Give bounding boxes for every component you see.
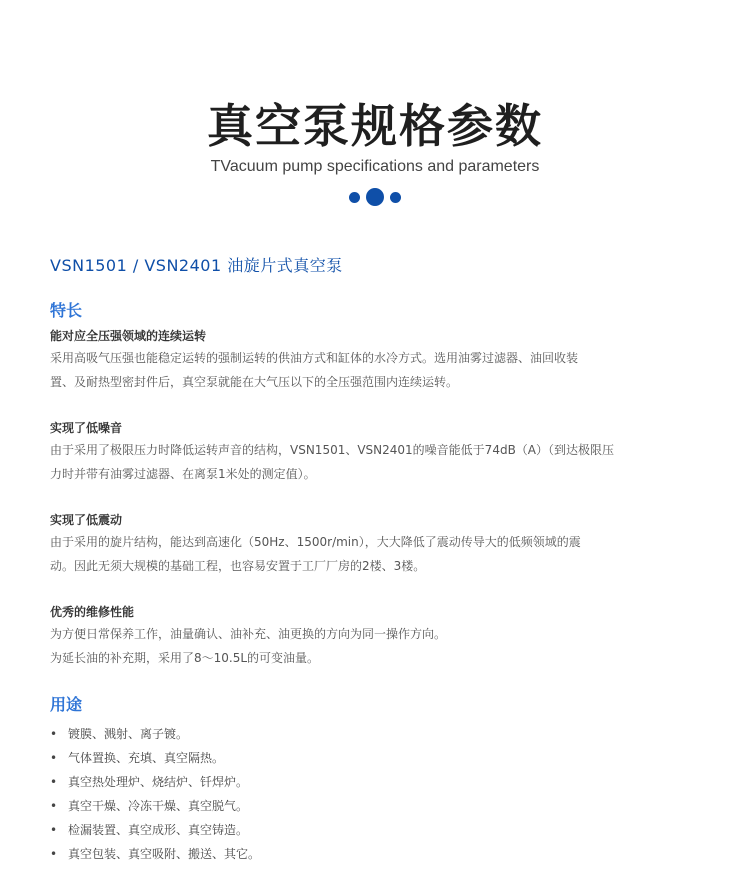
list-item — [50, 746, 650, 770]
uses-section — [50, 694, 650, 866]
use-text: 真空包装、真空吸附、搬送、其它。 — [68, 847, 261, 861]
bullet-icon: • — [50, 775, 58, 789]
feature-title: 实现了低震动 — [50, 513, 123, 527]
page-title: 真空泵规格参数 — [207, 99, 543, 153]
uses-section-title: 用途 — [50, 695, 83, 714]
bullet-icon: • — [50, 751, 58, 765]
features-section-title: 特长 — [50, 301, 83, 320]
feature-item — [50, 418, 650, 486]
decorative-dots — [0, 186, 750, 208]
list-item — [50, 842, 650, 866]
list-item — [50, 722, 650, 746]
feature-text: 由于采用的旋片结构，能达到高速化（50Hz、1500r/min），大大降低了震动传导大的低频领域的震 动。因此无须大规模的基础工程，也容易安置于工厂厂房的2楼、3楼。 — [50, 535, 581, 573]
uses-list — [50, 722, 650, 866]
use-text: 真空热处理炉、烧结炉、钎焊炉。 — [68, 775, 249, 789]
use-text: 真空干燥、冷冻干燥、真空脱气。 — [68, 799, 249, 813]
feature-item — [50, 510, 650, 578]
bullet-icon: • — [50, 847, 58, 861]
bullet-icon: • — [50, 727, 58, 741]
feature-text: 采用高吸气压强也能稳定运转的强制运转的供油方式和缸体的水冷方式。选用油雾过滤器、油回收装 置、及耐热型密封件后，真空泵就能在大气压以下的全压强范围内连续运转。 — [50, 351, 579, 389]
dot-icon-left — [349, 192, 360, 203]
list-item — [50, 770, 650, 794]
feature-item — [50, 602, 650, 670]
list-item — [50, 818, 650, 842]
feature-title: 实现了低噪音 — [50, 421, 123, 435]
list-item — [50, 794, 650, 818]
dot-icon-center — [366, 188, 384, 206]
bullet-icon: • — [50, 823, 58, 837]
spec-content — [50, 254, 650, 866]
bullet-icon: • — [50, 799, 58, 813]
feature-item — [50, 326, 650, 394]
features-section — [50, 300, 650, 670]
dot-icon-right — [390, 192, 401, 203]
use-text: 检漏装置、真空成形、真空铸造。 — [68, 823, 249, 837]
feature-title: 优秀的维修性能 — [50, 605, 135, 619]
feature-text: 由于采用了极限压力时降低运转声音的结构，VSN1501、VSN2401的噪音能低于74dB（A）（到达极限压 力时并带有油雾过滤器、在离泵1米处的测定值）。 — [50, 443, 615, 481]
use-text: 镀膜、溅射、离子镀。 — [68, 727, 189, 741]
page-subtitle: TVacuum pump specifications and parameters — [210, 158, 540, 175]
use-text: 气体置换、充填、真空隔热。 — [68, 751, 225, 765]
product-heading: VSN1501 / VSN2401 油旋片式真空泵 — [50, 256, 343, 275]
feature-text: 为方便日常保养工作，油量确认、油补充、油更换的方向为同一操作方向。 为延长油的补充期，采用了8～10.5L的可变油量。 — [50, 627, 447, 665]
feature-title: 能对应全压强领域的连续运转 — [50, 329, 207, 343]
